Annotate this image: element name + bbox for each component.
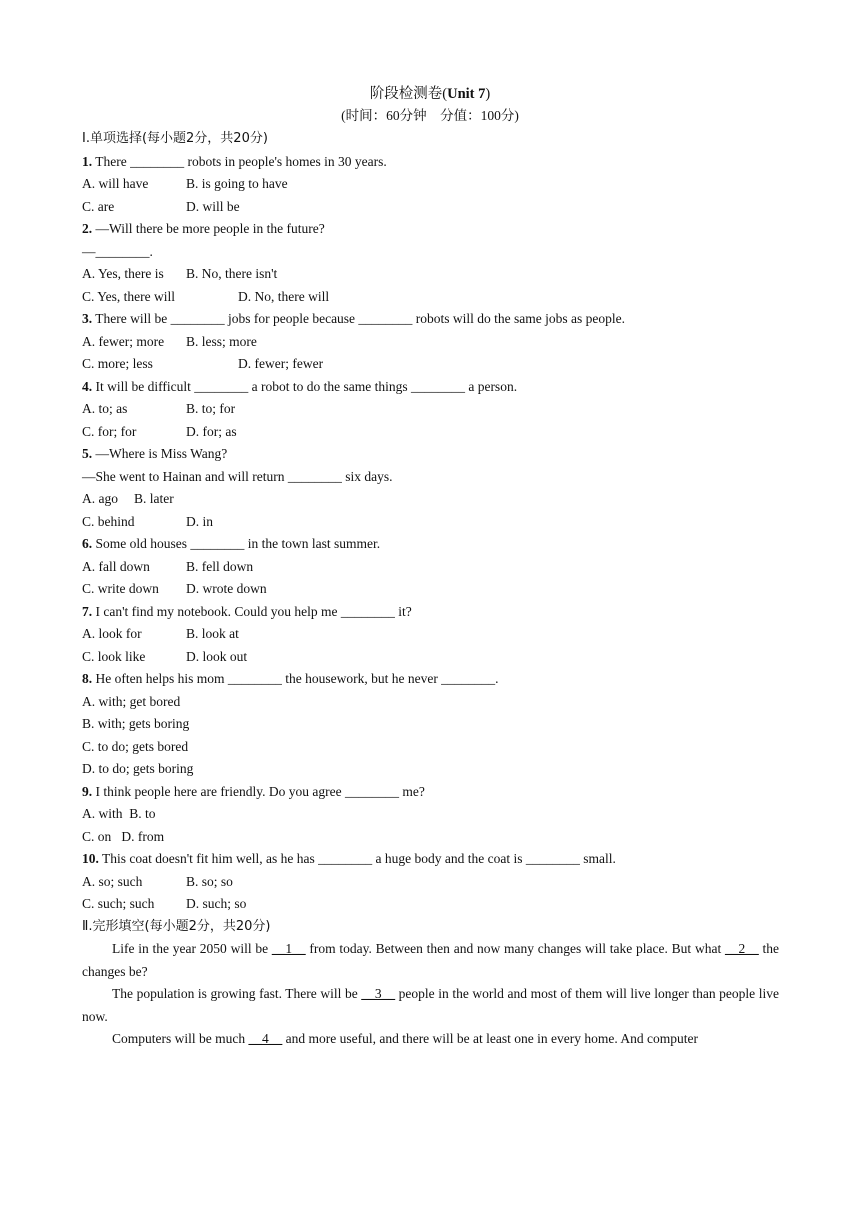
cloze-paragraph-1: Life in the year 2050 will be __1__ from today. Between then and now many changes will take place. But what __2__ the changes be? <box>82 941 779 979</box>
option-b: B. fell down <box>186 558 254 574</box>
page-subtitle: (时间：60分钟 分值：100分) <box>341 108 519 123</box>
cloze-paragraph-2: The population is growing fast. There will be __3__ people in the world and most of them will live longer than people live now. <box>82 986 779 1024</box>
exam-content <box>82 128 779 1051</box>
page-title: 阶段检测卷(Unit 7) <box>369 86 491 102</box>
question-7-options-ab <box>82 623 779 646</box>
option-c: C. for; for <box>82 423 137 439</box>
option-d: D. fewer; fewer <box>238 356 324 371</box>
option-b: B. so; so <box>186 873 233 889</box>
option-a: A. with; get bored <box>82 693 181 709</box>
question-2-answer-line: —________. <box>82 243 153 259</box>
question-7: 7. I can't find my notebook. Could you help me ________ it? <box>82 603 412 619</box>
blank-1: __1__ <box>271 941 306 956</box>
question-3-options-cd <box>82 353 779 376</box>
question-5-options-cd <box>82 511 779 534</box>
option-d: D. wrote down <box>186 581 267 596</box>
section-1-heading: Ⅰ.单项选择(每小题2分，共20分) <box>82 131 268 146</box>
question-6-options-ab <box>82 556 779 579</box>
question-6-options-cd <box>82 578 779 601</box>
option-d: D. to do; gets boring <box>82 761 194 776</box>
option-b: B. less; more <box>186 333 257 349</box>
question-1-options-ab <box>82 173 779 196</box>
option-d: D. from <box>121 828 165 844</box>
option-c: C. Yes, there will <box>82 288 176 304</box>
option-d: D. in <box>186 513 213 529</box>
option-a: A. so; such <box>82 873 143 889</box>
option-d: D. look out <box>186 648 248 664</box>
section-2-heading: Ⅱ.完形填空(每小题2分，共20分) <box>82 918 271 934</box>
option-d: D. will be <box>186 198 240 214</box>
option-a: A. Yes, there is <box>82 266 164 281</box>
blank-3: __3__ <box>361 986 396 1001</box>
option-a: A. fewer; more <box>82 333 165 349</box>
option-c: C. more; less <box>82 356 153 371</box>
question-6: 6. Some old houses ________ in the town last summer. <box>82 536 381 551</box>
question-5: 5. —Where is Miss Wang? <box>82 446 228 461</box>
option-d: D. for; as <box>186 423 237 439</box>
option-b: B. later <box>134 491 174 506</box>
option-c: C. behind <box>82 513 135 529</box>
option-c: C. look like <box>82 648 146 664</box>
option-a: A. to; as <box>82 401 128 416</box>
option-b: B. is going to have <box>186 176 288 191</box>
option-a: A. fall down <box>82 558 150 574</box>
question-10: 10. This coat doesn't fit him well, as he has ________ a huge body and the coat is ________ small. <box>82 851 616 866</box>
option-a: A. with <box>82 806 123 821</box>
question-9: 9. I think people here are friendly. Do you agree ________ me? <box>82 783 425 799</box>
question-3-options-ab <box>82 331 779 354</box>
question-4-options-cd <box>82 421 779 444</box>
question-4: 4. It will be difficult ________ a robot to do the same things ________ a person. <box>82 378 518 394</box>
question-5-answer-line: —She went to Hainan and will return ________ six days. <box>82 468 393 484</box>
option-c: C. to do; gets bored <box>82 738 189 754</box>
option-c: C. on <box>82 828 112 844</box>
option-a: A. ago <box>82 491 118 506</box>
blank-2: __2__ <box>724 941 759 956</box>
option-b: B. to; for <box>186 401 236 416</box>
option-b: B. with; gets boring <box>82 716 190 731</box>
option-a: A. look for <box>82 626 142 641</box>
blank-4: __4__ <box>248 1031 283 1046</box>
question-2: 2. —Will there be more people in the future? <box>82 221 325 236</box>
cloze-paragraph-3: Computers will be much __4__ and more useful, and there will be at least one in every home. And computer <box>112 1031 698 1046</box>
option-b: B. to <box>129 806 156 821</box>
option-d: D. No, there will <box>238 288 330 304</box>
question-2-options-cd <box>82 286 779 309</box>
option-b: B. look at <box>186 626 239 641</box>
option-a: A. will have <box>82 176 149 191</box>
option-d: D. such; so <box>186 896 247 911</box>
option-b: B. No, there isn't <box>186 266 278 281</box>
question-3: 3. There will be ________ jobs for people because ________ robots will do the same jobs as people. <box>82 311 626 326</box>
question-9-options-ab <box>82 803 779 826</box>
question-7-options-cd <box>82 646 779 669</box>
question-8: 8. He often helps his mom ________ the housework, but he never ________. <box>82 671 499 686</box>
option-c: C. are <box>82 198 115 214</box>
question-4-options-ab <box>82 398 779 421</box>
question-5-options-ab <box>82 488 779 511</box>
option-c: C. such; such <box>82 896 155 911</box>
unit-label: Unit 7 <box>447 86 486 102</box>
question-1: 1. There ________ robots in people's homes in 30 years. <box>82 153 387 169</box>
question-10-options-ab <box>82 871 779 894</box>
option-c: C. write down <box>82 581 159 596</box>
question-1-options-cd <box>82 196 779 219</box>
question-10-options-cd <box>82 893 779 916</box>
question-9-options-cd <box>82 826 779 849</box>
question-2-options-ab <box>82 263 779 286</box>
